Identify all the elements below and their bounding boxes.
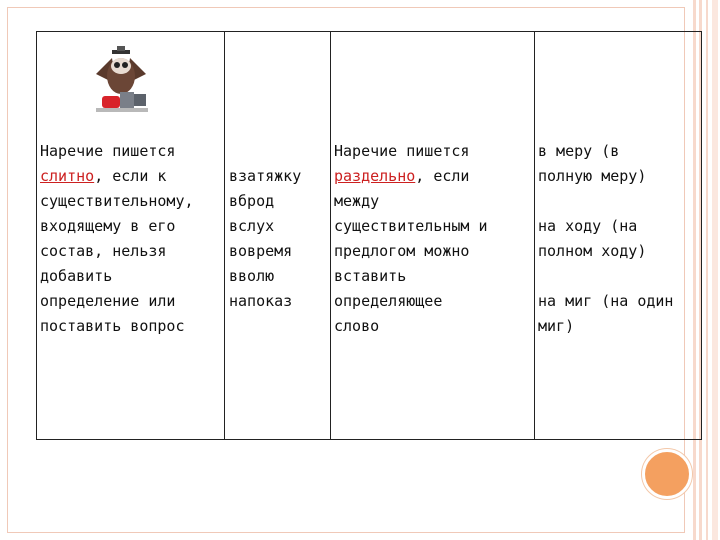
rule-line (40, 214, 224, 239)
rule-text: Наречие пишется (334, 142, 470, 160)
examples-separate-cell (535, 32, 702, 440)
rule-text: определение или (40, 292, 176, 310)
rule-line (40, 314, 224, 339)
rule-text: , если к (94, 167, 167, 185)
spacer-line (538, 264, 701, 289)
decor-stripe (706, 0, 708, 540)
decor-stripe (712, 0, 718, 540)
rule-text: поставить вопрос (40, 317, 185, 335)
rule-line (334, 214, 534, 239)
example-phrase: полную меру) (538, 167, 647, 185)
rule-text: входящему в его (40, 217, 176, 235)
example-phrase: на миг (на один (538, 292, 674, 310)
example-word: взатяжку (229, 167, 302, 185)
example-word: вслух (229, 217, 275, 235)
rule-keyword: слитно (40, 167, 95, 185)
rule-separate-text (331, 32, 534, 339)
rule-line (334, 239, 534, 264)
rule-text: Наречие пишется (40, 142, 176, 160)
rule-line (334, 139, 534, 164)
rule-line (334, 189, 534, 214)
example-phrase: полном ходу) (538, 242, 647, 260)
rule-line (334, 164, 534, 189)
owl-with-books-icon (86, 44, 156, 116)
example-phrase: в меру (в (538, 142, 620, 160)
example-word: напоказ (229, 292, 293, 310)
rule-text: определяющее (334, 292, 443, 310)
rule-line (40, 289, 224, 314)
rule-line (40, 139, 224, 164)
rule-line (40, 239, 224, 264)
example-word: вволю (229, 267, 275, 285)
examples-fused-cell (225, 32, 331, 440)
decor-circle (642, 449, 692, 499)
rule-text: слово (334, 317, 380, 335)
rule-text: предлогом можно (334, 242, 470, 260)
example-phrase: миг) (538, 317, 575, 335)
spacer-line (538, 189, 701, 214)
rule-separate-cell (331, 32, 535, 440)
rule-text: существительному, (40, 192, 194, 210)
rule-line (334, 314, 534, 339)
example-word: вовремя (229, 242, 293, 260)
rule-keyword: раздельно (334, 167, 416, 185)
rule-text: вставить (334, 267, 407, 285)
rule-text: существительным и (334, 217, 488, 235)
rule-line (40, 189, 224, 214)
rule-line (40, 164, 224, 189)
rule-line (40, 264, 224, 289)
example-word: вброд (229, 192, 275, 210)
rule-text: , если (415, 167, 470, 185)
rule-line (334, 264, 534, 289)
example-phrase: на ходу (на (538, 217, 638, 235)
rule-text: состав, нельзя (40, 242, 167, 260)
rule-text: добавить (40, 267, 113, 285)
examples-fused-list (225, 32, 330, 314)
rule-line (334, 289, 534, 314)
rule-text: между (334, 192, 380, 210)
examples-separate-list (535, 32, 701, 339)
